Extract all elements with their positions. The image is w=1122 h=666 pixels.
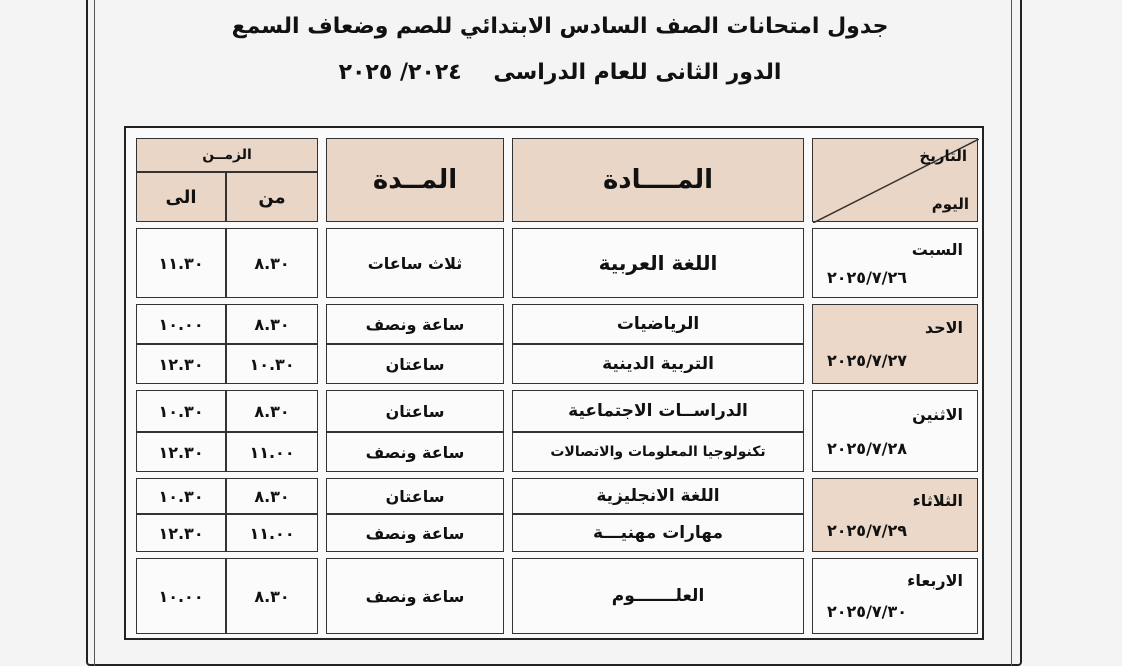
to-time-cell: ١٠.٠٠	[136, 304, 226, 344]
day-date: ٢٠٢٥/٧/٢٦	[827, 267, 908, 287]
day-name: الاحد	[924, 318, 963, 337]
page-subtitle	[300, 60, 820, 85]
duration-cell: ساعتان	[326, 478, 504, 514]
from-time-cell: ١١.٠٠	[226, 432, 318, 472]
duration-header: المــدة	[326, 138, 504, 222]
subject-cell: الدراســات الاجتماعية	[512, 390, 804, 432]
day-date: ٢٠٢٥/٧/٢٩	[827, 520, 908, 540]
duration-cell: ساعة ونصف	[326, 304, 504, 344]
from-time-cell: ٨.٣٠	[226, 390, 318, 432]
day-date: ٢٠٢٥/٧/٢٧	[827, 351, 908, 370]
subject-header: المــــادة	[512, 138, 804, 222]
subject-cell: العلـــــــوم	[512, 558, 804, 634]
duration-cell: ثلاث ساعات	[326, 228, 504, 298]
to-time-cell: ١٠.٠٠	[136, 558, 226, 634]
from-header: من	[226, 172, 318, 222]
day-header-label: اليوم	[931, 195, 969, 213]
date-header-label: التاريخ	[919, 147, 967, 165]
subject-cell: اللغة العربية	[512, 228, 804, 298]
page-title: جدول امتحانات الصف السادس الابتدائي للصم وضعاف السمع	[231, 14, 889, 39]
duration-cell: ساعة ونصف	[326, 432, 504, 472]
day-name: السبت	[911, 239, 963, 259]
duration-cell: ساعتان	[326, 344, 504, 384]
day-cell-sunday	[812, 304, 978, 384]
time-header: الزمــن	[136, 138, 318, 172]
day-cell-monday	[812, 390, 978, 472]
subject-cell: التربية الدينية	[512, 344, 804, 384]
subject-cell: تكنولوجيا المعلومات والاتصالات	[512, 432, 804, 472]
to-time-cell: ١٢.٣٠	[136, 514, 226, 552]
subject-cell: الرياضيات	[512, 304, 804, 344]
subject-cell: اللغة الانجليزية	[512, 478, 804, 514]
day-name: الاربعاء	[907, 571, 963, 590]
from-time-cell: ٨.٣٠	[226, 558, 318, 634]
to-header: الى	[136, 172, 226, 222]
to-time-cell: ١١.٣٠	[136, 228, 226, 298]
from-time-cell: ٨.٣٠	[226, 478, 318, 514]
duration-cell: ساعة ونصف	[326, 514, 504, 552]
to-time-cell: ١٠.٣٠	[136, 390, 226, 432]
day-date: ٢٠٢٥/٧/٢٨	[827, 438, 908, 458]
day-date: ٢٠٢٥/٧/٣٠	[827, 602, 908, 621]
day-cell-tuesday	[812, 478, 978, 552]
academic-year: ٢٠٢٤/ ٢٠٢٥	[338, 60, 462, 85]
to-time-cell: ١٠.٣٠	[136, 478, 226, 514]
day-cell-wednesday	[812, 558, 978, 634]
subtitle-text: الدور الثانى للعام الدراسى	[493, 60, 782, 85]
day-cell-saturday	[812, 228, 978, 298]
duration-cell: ساعتان	[326, 390, 504, 432]
to-time-cell: ١٢.٣٠	[136, 344, 226, 384]
to-time-cell: ١٢.٣٠	[136, 432, 226, 472]
from-time-cell: ٨.٣٠	[226, 304, 318, 344]
from-time-cell: ١٠.٣٠	[226, 344, 318, 384]
date-day-header	[812, 138, 978, 222]
subject-cell: مهارات مهنيـــة	[512, 514, 804, 552]
exam-schedule-table	[124, 126, 984, 640]
duration-cell: ساعة ونصف	[326, 558, 504, 634]
from-time-cell: ١١.٠٠	[226, 514, 318, 552]
from-time-cell: ٨.٣٠	[226, 228, 318, 298]
day-name: الاثنين	[912, 404, 963, 424]
day-name: الثلاثاء	[912, 490, 963, 510]
